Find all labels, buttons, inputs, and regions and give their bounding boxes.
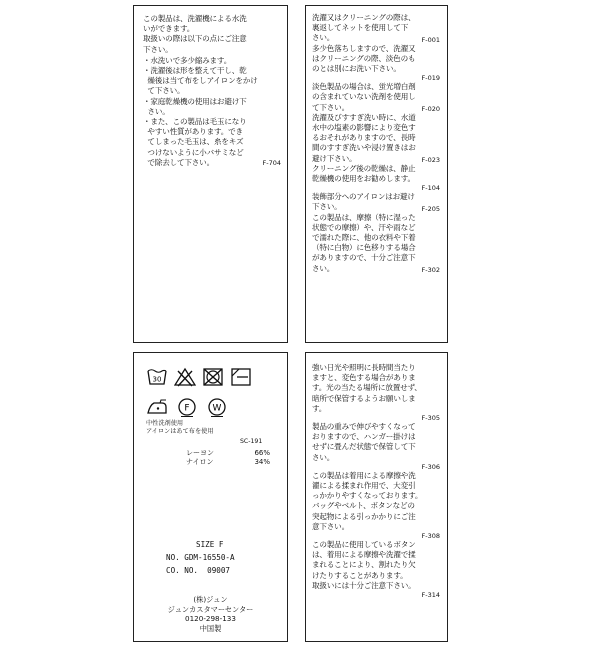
customer-center: ジュンカスタマーセンター [167,604,254,614]
wash-30-icon [146,367,168,387]
wet-clean-w-icon [206,397,228,417]
line-dry-shade-icon [230,367,252,387]
fiber-name: ナイロン [186,458,214,466]
care-block: この製品は、摩擦（特に湿った 状態での摩擦）や、汗や雨など で濡れた際に、他の衣料や下着 （特に白物）に色移りする場合 がありますので、十分ご注意下 さい。 [312,212,416,273]
care-code: F-104 [421,184,440,193]
care-block: 製品の重みで伸びやすくなって おりますので、ハンガー掛けは せずに畳んだ状態で保管して下 さい。 [312,422,416,462]
care-block: 装飾部分へのアイロンはお避け 下さい。 [312,192,415,212]
care-bullet: ・また、この製品は毛玉になり やすい性質があります。でき てしまった毛玉は、糸をキズ つけないように小バサミなど で除去して下さい。 [143,117,247,167]
company-name: (株)ジュン [193,595,228,604]
care-bullet: ・水洗いで多少縮みます。 [143,55,232,65]
care-block: 強い日光や照明に長時間当たり ますと、変色する場合がありま す。光の当たる場所に放置せず、 暗所で保管するようお願いしま す。 [312,363,422,413]
care-block: この製品に使用しているボタン は、着用による摩擦や洗濯で揉 まれることにより、割れたり欠 けたりすることがあります。 取扱いには十分ご注意下さい。 [312,540,416,590]
care-bullet: ・洗濯後は形を整えて干し、乾 燥後は当て布をしアイロンをかけ て下さい。 [143,66,258,96]
size-label: SIZE F [196,540,224,549]
care-code: F-305 [421,414,440,423]
sc-code: SC-191 [240,438,263,445]
country-of-origin: 中国製 [199,623,222,633]
care-block: 洗濯又はクリーニングの際は、 裏返してネットを使用して下 さい。 [312,13,416,43]
wash-temp: 30 [152,375,162,384]
care-code: F-302 [421,265,440,274]
fiber-pct: 66% [254,449,270,457]
care-symbols [146,367,266,427]
care-panel-bottom-left [133,352,288,642]
care-block: 洗濯及びすすぎ洗い時に、水道 水中の塩素の影響により変色す るおそれがありますので、長時 間のすすぎ洗いや浸け置きはお 避け下さい。 [312,112,416,163]
iron-low-icon [146,397,168,417]
dry-clean-f-icon [176,397,198,417]
care-code: F-001 [421,35,440,44]
phone-number: 0120-298-133 [185,614,236,623]
care-code: F-704 [262,159,281,168]
care-panel-top-right [305,5,448,343]
care-block: 多少色落ちしますので、洗濯又 はクリーニングの際、淡色のも のとは別にお洗い下さい。 [312,43,416,74]
care-code: F-308 [421,532,440,541]
care-block: 淡色製品の場合は、蛍光増白剤 の含まれていない洗剤を使用し て下さい。 [312,82,416,112]
care-bullet: ・家庭乾燥機の使用はお避け下 さい。 [143,96,247,116]
fiber-row [186,458,270,467]
care-code: F-306 [421,462,440,471]
care-panel-bottom-right [305,352,448,642]
fiber-name: レーヨン [186,449,214,457]
care-panel-top-left [133,5,288,343]
care-block: クリーニング後の乾燥は、静止 乾燥機の使用をお勧めします。 [312,163,416,184]
care-code: F-020 [421,104,440,113]
company-block [134,595,287,633]
fiber-row [186,449,270,458]
care-code: F-314 [421,591,440,600]
no-bleach-icon [174,367,196,387]
product-number: NO. GDM-16550-A [166,552,235,562]
no-tumble-dry-icon [202,367,224,387]
care-intro: この製品は、洗濯機による水洗 いができます。 取扱いの際は以下の点にご注意 下さい。 [143,14,247,54]
dry-clean-letter: F [184,403,190,414]
care-code: F-205 [421,204,440,213]
fiber-table [186,449,270,467]
size-block [166,539,235,577]
wet-clean-letter: W [212,403,222,414]
care-note: 中性洗剤使用 アイロンはあて布を使用 [146,420,214,435]
care-code: F-019 [421,74,440,83]
fiber-pct: 34% [254,458,270,466]
care-block: この製品は着用による摩擦や洗 濯による揉まれ作用で、大変引 っかかりやすくなっております。 バッグやベルト、ボタンなどの 突起物による引っかかりにご注 意下さい。 [312,470,423,531]
care-code: F-023 [421,155,440,164]
co-number: CO. NO. 09007 [166,565,231,575]
